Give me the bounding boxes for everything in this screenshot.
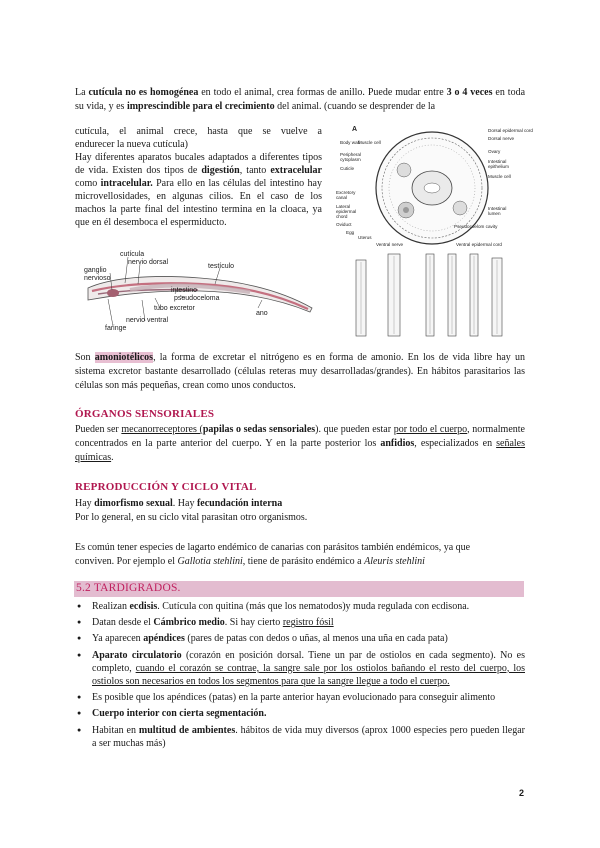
ovary-section-1 <box>397 163 411 177</box>
tardigrados-heading: 5.2 TARDIGRADOS. <box>76 582 181 594</box>
label-intestinal-2: Intestinal <box>488 206 507 211</box>
label-nervio-dorsal: nervio dorsal <box>128 259 169 266</box>
label-body-wall: Body wall <box>340 140 360 145</box>
label-ganglio: ganglio <box>84 267 107 274</box>
label-nervioso: nervioso <box>84 275 111 282</box>
label-oviduct: Oviduct <box>336 222 352 227</box>
label-pseudoceloma: pseudoceloma <box>174 295 220 302</box>
label-egg: Egg <box>346 230 355 235</box>
label-ventral-epidermal-cord: Ventral epidermal cord <box>456 242 502 247</box>
label-ovary: Ovary <box>488 149 501 154</box>
nerve-ring-shape <box>107 289 119 297</box>
list-item: ● Ya aparecen apéndices (pares de patas con dedos o uñas, al menos una uña en cada pata) <box>75 632 525 645</box>
endemic-paragraph-line-1: Es común tener especies de lagarto endémico de canarias con parásitos también endémicos, ya que <box>75 542 471 553</box>
intro-paragraph: La cutícula no es homogénea en todo el animal, crea formas de anillo. Puede mudar entre 3 o 4 veces en toda su vida, y es imprescindible para el crecimiento del animal. (cuando se desprender de la <box>75 87 526 112</box>
figure-letter: A <box>352 126 358 133</box>
egg-shape <box>403 207 409 213</box>
sensory-organs-paragraph: Pueden ser mecanorreceptores (papilas o sedas sensoriales). que pueden estar por todo el cuerpo, normalmente concentrados en la parte anterior del cuerpo. Y en la parte posterior los anfidios, especializados en señales químicas. <box>75 424 526 463</box>
list-item: ● Cuerpo interior con cierta segmentación. <box>75 707 525 720</box>
label-epidermal: epidermal <box>336 209 357 214</box>
label-cuticula: cutícula <box>120 251 145 258</box>
nematode-cross-section-figure <box>336 122 533 344</box>
label-muscle-cell-left: Muscle cell <box>358 140 381 145</box>
label-excretory: Excretory <box>336 190 356 195</box>
label-intestinal: Intestinal <box>488 159 507 164</box>
label-chord: chord <box>336 214 348 219</box>
nematode-anatomy-figure <box>80 248 320 338</box>
label-cuticle: Cuticle <box>340 166 355 171</box>
label-intestino: intestino <box>171 287 198 294</box>
cuticle-continuation-2: endurecer la nueva cutícula) <box>75 139 188 150</box>
label-dorsal-epidermal-cord: Dorsal epidermal cord <box>488 128 533 133</box>
label-lateral: Lateral <box>336 204 351 209</box>
list-item: ● Es posible que los apéndices (patas) en la parte anterior hayan evolucionado para conseguir alimento <box>75 691 525 704</box>
reproduction-heading: REPRODUCCIÓN Y CICLO VITAL <box>75 481 257 493</box>
sensory-organs-heading: ÓRGANOS SENSORIALES <box>75 408 215 420</box>
label-muscle-cell-right: Muscle cell <box>488 174 511 179</box>
tardigrade-features-list <box>75 600 525 753</box>
endemic-paragraph-line-2: conviven. Por ejemplo el Gallotia stehlini, tiene de parásito endémico a Aleuris stehlini <box>75 556 425 567</box>
label-uterus: Uterus <box>358 235 372 240</box>
ovary-section-2 <box>453 201 467 215</box>
list-item: ● Habitan en multitud de ambientes. hábitos de vida muy diversos (aprox 1000 especies pero pueden llegar a ser muchas más) <box>75 724 525 750</box>
label-testiculo: testículo <box>208 263 235 270</box>
label-nervio-ventral: nervio ventral <box>126 317 169 324</box>
reproduction-line-2: Por lo general, en su ciclo vital parasitan otro organismos. <box>75 512 308 523</box>
tardigrados-section-bar <box>74 581 524 597</box>
digestion-paragraph: Hay diferentes aparatos bucales adaptados a diferentes tipos de vida. Existen dos tipos de digestión, tanto extracelular como intracelular. Para ello en las células del intestino hay microvellosidades, en algunas cilios. En el caso de los machos la parte final del intestino termina en la cloaca, ya que en él desemboca el espermiducto. <box>75 152 322 228</box>
excretion-paragraph: Son amoniotélicos, la forma de excretar el nitrógeno es en forma de amonio. En los de vida libre hay un sistema excretor bastante desarrollado (células reteras muy desarrolladas/grandes). En hábitos parasitarios las células son más pequeñas, crean como unos conductos. <box>75 352 525 391</box>
reproduction-line-1: Hay dimorfismo sexual. Hay fecundación interna <box>75 498 283 509</box>
label-ano: ano <box>256 310 268 317</box>
list-item: ● Realizan ecdisis. Cutícula con quitina (más que los nematodos)y muda regulada con ecdisona. <box>75 600 525 613</box>
list-item: ● Aparato circulatorio (corazón en posición dorsal. Tiene un par de ostiolos en cada segmento). No es completo, cuando el corazón se contrae, la sangre sale por los ostiolos bañando el resto del cuerpo, los ostiolos son necesarios en todos los segmentos para que la sangre llegue a todo el cuerpo. <box>75 649 525 689</box>
intestine-lumen <box>424 183 440 193</box>
label-lumen: lumen <box>488 211 501 216</box>
label-epithelium: epithelium <box>488 164 509 169</box>
label-faringe: faringe <box>105 325 127 332</box>
label-peripheral: Peripheral <box>340 152 361 157</box>
page-number: 2 <box>519 788 525 798</box>
label-canal: canal <box>336 195 347 200</box>
label-dorsal-nerve: Dorsal nerve <box>488 136 515 141</box>
label-cytoplasm: cytoplasm <box>340 157 361 162</box>
label-pseudocoelom-cavity: Pseudocoelom cavity <box>454 224 498 229</box>
label-ventral-nerve: Ventral nerve <box>376 242 404 247</box>
cuticle-continuation: cutícula, el animal crece, hasta que se vuelve a <box>75 126 322 137</box>
list-item: ● Datan desde el Cámbrico medio. Si hay cierto registro fósil <box>75 616 525 629</box>
label-tubo-excretor: tubo excretor <box>154 305 195 312</box>
